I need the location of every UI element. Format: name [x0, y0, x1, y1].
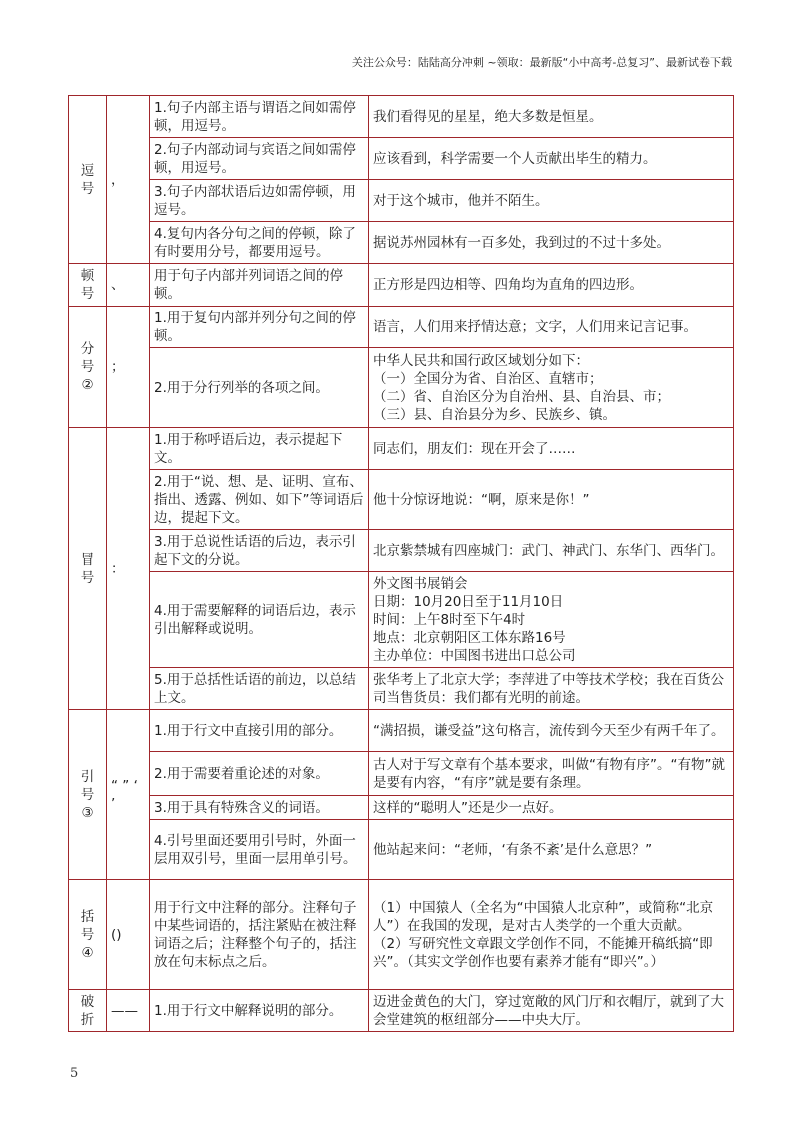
usage-cell: 1.用于行文中解释说明的部分。: [150, 990, 369, 1032]
usage-cell: 5.用于总括性话语的前边，以总结上文。: [150, 668, 369, 710]
table-row: [69, 264, 734, 307]
example-cell: [369, 348, 734, 428]
table-row: [69, 307, 734, 348]
usage-cell: 2.用于分行列举的各项之间。: [150, 348, 369, 428]
punct-mark-cell: ——: [107, 990, 150, 1032]
usage-cell: 3.句子内部状语后边如需停顿，用逗号。: [150, 180, 369, 222]
punct-name-cell: 分号②: [69, 307, 107, 428]
usage-cell: 2.句子内部动词与宾语之间如需停顿，用逗号。: [150, 138, 369, 180]
punct-mark-cell: ：: [107, 428, 150, 710]
table-row: [69, 222, 734, 264]
example-line: 日期：10月20日至于11月10日: [373, 593, 564, 610]
usage-cell: 2.用于需要着重论述的对象。: [150, 752, 369, 796]
example-cell: 同志们，朋友们：现在开会了……: [369, 428, 734, 470]
punct-name-cell: 顿号: [69, 264, 107, 307]
punct-name-cell: 括号④: [69, 880, 107, 990]
table-row: [69, 668, 734, 710]
example-cell: 语言，人们用来抒情达意；文字，人们用来记言记事。: [369, 307, 734, 348]
example-cell: 我们看得见的星星，绝大多数是恒星。: [369, 96, 734, 138]
table-row: [69, 180, 734, 222]
usage-cell: 1.句子内部主语与谓语之间如需停顿，用逗号。: [150, 96, 369, 138]
example-line: 主办单位：中国图书进出口总公司: [373, 647, 576, 664]
table-row: [69, 572, 734, 668]
example-paragraph: （2）写研究性文章跟文学创作不同，不能摊开稿纸搞“即兴”。（其实文学创作也要有素养才能有“即兴”。）: [373, 935, 713, 970]
example-cell: 北京紫禁城有四座城门：武门、神武门、东华门、西华门。: [369, 530, 734, 572]
example-cell: 他十分惊讶地说：“啊，原来是你！”: [369, 470, 734, 530]
punct-mark-cell: ，: [107, 96, 150, 264]
page-number: 5: [70, 1066, 79, 1081]
usage-cell: 1.用于称呼语后边，表示提起下文。: [150, 428, 369, 470]
table-row: [69, 990, 734, 1032]
table-row: [69, 820, 734, 880]
table-row: [69, 470, 734, 530]
table-row: [69, 710, 734, 752]
table-row: [69, 138, 734, 180]
punct-mark-cell: “ ” ‘ ’: [107, 710, 150, 880]
punct-name-cell: 破折: [69, 990, 107, 1032]
example-line: （二）省、自治区分为自治州、县、自治县、市；: [373, 388, 670, 405]
table-row: [69, 96, 734, 138]
usage-cell: 1.用于复句内部并列分句之间的停顿。: [150, 307, 369, 348]
example-cell: “满招损，谦受益”这句格言，流传到今天至少有两千年了。: [369, 710, 734, 752]
example-line: （三）县、自治县分为乡、民族乡、镇。: [373, 406, 616, 423]
punct-name-cell: 冒号: [69, 428, 107, 710]
example-cell: [369, 880, 734, 990]
example-cell: 据说苏州园林有一百多处，我到过的不过十多处。: [369, 222, 734, 264]
punct-name-cell: 逗号: [69, 96, 107, 264]
punct-name-cell: 引号③: [69, 710, 107, 880]
usage-cell: 3.用于总说性话语的后边，表示引起下文的分说。: [150, 530, 369, 572]
usage-cell: 3.用于具有特殊含义的词语。: [150, 796, 369, 820]
example-cell: 张华考上了北京大学；李萍进了中等技术学校；我在百货公司当售货员：我们都有光明的前途。: [369, 668, 734, 710]
usage-cell: 2.用于“说、想、是、证明、宣布、指出、透露、例如、如下”等词语后边，提起下文。: [150, 470, 369, 530]
example-cell: 对于这个城市，他并不陌生。: [369, 180, 734, 222]
punct-mark-cell: ；: [107, 307, 150, 428]
example-line: 地点：北京朝阳区工体东路16号: [373, 629, 566, 646]
table-row: [69, 796, 734, 820]
example-cell: 古人对于写文章有个基本要求，叫做“有物有序”。“有物”就是要有内容，“有序”就是要有条理。: [369, 752, 734, 796]
page-header: 关注公众号：陆陆高分冲刺 ~领取：最新版“小中高考-总复习”、最新试卷下载: [351, 56, 732, 69]
usage-cell: 4.引号里面还要用引号时，外面一层用双引号，里面一层用单引号。: [150, 820, 369, 880]
table-row: [69, 752, 734, 796]
example-cell: 应该看到，科学需要一个人贡献出毕生的精力。: [369, 138, 734, 180]
punctuation-table: [68, 95, 734, 1032]
example-line: 中华人民共和国行政区域划分如下：: [373, 352, 589, 369]
usage-cell: 4.用于需要解释的词语后边，表示引出解释或说明。: [150, 572, 369, 668]
table-row: [69, 428, 734, 470]
example-line: 外文图书展销会: [373, 575, 468, 592]
example-cell: 迈进金黄色的大门，穿过宽敞的风门厅和衣帽厅，就到了大会堂建筑的枢纽部分——中央大厅。: [369, 990, 734, 1032]
example-cell: [369, 572, 734, 668]
punct-mark-cell: 、: [107, 264, 150, 307]
table-row: [69, 880, 734, 990]
usage-cell: 4.复句内各分句之间的停顿，除了有时要用分号，都要用逗号。: [150, 222, 369, 264]
usage-cell: 1.用于行文中直接引用的部分。: [150, 710, 369, 752]
example-cell: 他站起来问：“老师，‘有条不紊’是什么意思？”: [369, 820, 734, 880]
example-line: 时间：上午8时至下午4时: [373, 611, 526, 628]
usage-cell: 用于行文中注释的部分。注释句子中某些词语的，括注紧贴在被注释词语之后；注释整个句子的，括注放在句末标点之后。: [150, 880, 369, 990]
example-cell: 正方形是四边相等、四角均为直角的四边形。: [369, 264, 734, 307]
example-cell: 这样的“聪明人”还是少一点好。: [369, 796, 734, 820]
example-paragraph: （1）中国猿人（全名为“中国猿人北京种”，或简称“北京人”）在我国的发现，是对古人类学的一个重大贡献。: [373, 899, 714, 934]
table-row: [69, 530, 734, 572]
example-line: （一）全国分为省、自治区、直辖市；: [373, 370, 603, 387]
table-row: [69, 348, 734, 428]
usage-cell: 用于句子内部并列词语之间的停顿。: [150, 264, 369, 307]
punct-mark-cell: (): [107, 880, 150, 990]
